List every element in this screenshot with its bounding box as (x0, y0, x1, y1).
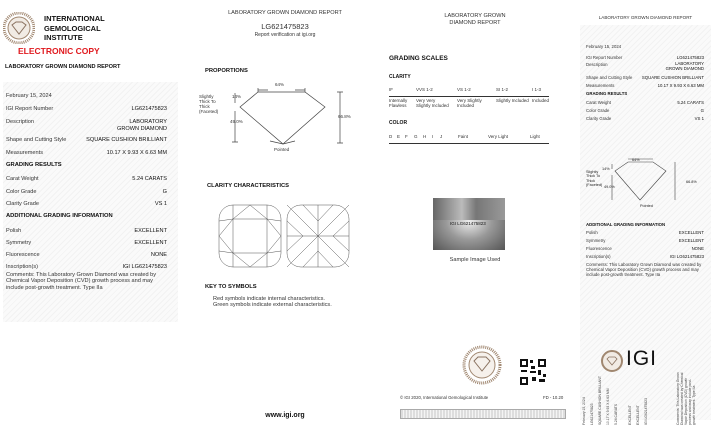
field-label: Symmetry (6, 240, 32, 246)
field-label: Fluorescence (6, 252, 40, 258)
field-row (586, 254, 704, 259)
report-date: February 15, 2024 (6, 93, 52, 99)
girdle-label: Slightly Thick To Thick (Faceted) (199, 94, 219, 114)
field-value: SQUARE CUSHION BRILLIANT (641, 75, 704, 80)
color-grade: G (414, 134, 418, 139)
field-label: IGI Report Number (6, 106, 54, 112)
field-value: 5.24 CARATS (132, 176, 167, 182)
pavilion-percentage: 49.0% (230, 119, 243, 124)
pavilion-percentage: 49.0% (604, 185, 615, 189)
field-value: LG621475823 (676, 55, 704, 60)
field-value: 10.17 X 9.93 X 6.63 MM (657, 83, 704, 88)
field-value: VS 1 (694, 116, 704, 121)
field-row (586, 75, 704, 80)
field-row (586, 83, 704, 88)
field-value: NONE (150, 252, 167, 258)
rotated-summary: IGI LG621475823 (644, 398, 648, 425)
field-label: Polish (586, 230, 598, 235)
qr-code-icon[interactable] (519, 358, 547, 386)
field-value: SQUARE CUSHION BRILLIANT (86, 137, 167, 143)
field-label: Shape and Cutting Style (6, 137, 67, 143)
field-row (586, 55, 704, 60)
proportions-heading: PROPORTIONS (205, 68, 248, 74)
proportions-diagram (610, 155, 680, 210)
field-value: LABORATORY GROWN DIAMOND (665, 61, 704, 71)
comments-text: Comments: This Laboratory Grown Diamond was created by Chemical Vapor Deposition (CVD) growth process and may include post-growth treatment. Type IIa (586, 262, 702, 277)
field-value: IGI LG621475823 (669, 254, 704, 259)
field-value: EXCELLENT (134, 228, 167, 234)
clarity-description: Very Slightly Included (457, 98, 482, 108)
rotated-summary: EXCELLENT (636, 405, 640, 425)
field-value: VS 1 (154, 201, 167, 207)
color-grade: D (389, 134, 393, 139)
electronic-copy-label: ELECTRONIC COPY (18, 46, 100, 56)
org-name-line: GEMOLOGICAL (44, 23, 101, 33)
field-value: LG621475823 (131, 106, 167, 112)
grading-results-heading: GRADING RESULTS (6, 162, 62, 168)
rotated-summary: LG621475823 (590, 403, 594, 425)
rotated-summary: Comments: This Laboratory Grown Diamond was created by Chemical Vapor Deposition (CVD) growth process and may include post-growth treatment. Type IIa (676, 372, 696, 425)
security-strip (400, 409, 566, 419)
field-row (586, 100, 704, 105)
clarity-description: Slightly Included (496, 98, 529, 103)
field-label: Color Grade (586, 108, 610, 113)
field-value: IGI LG621475823 (122, 264, 167, 270)
additional-info-heading: ADDITIONAL GRADING INFORMATION (6, 213, 113, 219)
field-value: EXCELLENT (678, 230, 704, 235)
igi-logo-text: IGI (626, 347, 658, 370)
key-line-green: Green symbols indicate external characteristics. (213, 302, 332, 308)
table-percentage: 64% (632, 158, 640, 162)
clarity-grade: SI 1-2 (496, 87, 509, 92)
field-value: EXCELLENT (678, 238, 704, 243)
report-number: LG621475823 (261, 22, 309, 31)
rotated-summary: 5.24 CARATS (614, 403, 618, 425)
culet-label: Pointed (640, 204, 653, 208)
divider (389, 143, 549, 144)
depth-percentage: 66.8% (686, 180, 697, 184)
clarity-description: Very Very Slightly Included (416, 98, 449, 108)
clarity-grade: I 1-3 (532, 87, 542, 92)
clarity-scale-heading: CLARITY (389, 74, 411, 80)
comments-text: Comments: This Laboratory Grown Diamond was created by Chemical Vapor Deposition (CVD) growth process and may include post-growth treatment. Type IIa (6, 272, 157, 291)
clarity-plot-diagram (215, 203, 355, 271)
rotated-summary: SQUARE CUSHION BRILLIANT (598, 376, 602, 425)
clarity-description: Included (532, 98, 550, 103)
field-label: Symmetry (586, 238, 606, 243)
field-label: Carat Weight (586, 100, 611, 105)
verification-text: Report verification at igi.org (254, 32, 316, 38)
color-grade: J (440, 134, 443, 139)
field-row (586, 238, 704, 243)
report-title-line: LABORATORY GROWN (444, 13, 506, 19)
field-label: Clarity Grade (586, 116, 612, 121)
sample-inscription-text: IGI LG621475823 (450, 221, 486, 226)
report-title: LABORATORY GROWN DIAMOND REPORT (228, 10, 342, 16)
clarity-description: Internally Flawless (389, 98, 408, 108)
field-value: G (162, 189, 167, 195)
field-value: LABORATORY GROWN DIAMOND (116, 119, 167, 132)
clarity-grade: VVS 1-2 (416, 87, 433, 92)
key-line-red: Red symbols indicate internal characteristics. (213, 296, 325, 302)
field-label: Carat Weight (6, 176, 39, 182)
field-label: Measurements (586, 83, 615, 88)
divider (389, 96, 549, 97)
igi-seal-icon (3, 12, 35, 44)
additional-info-heading: ADDITIONAL GRADING INFORMATION (586, 222, 666, 227)
field-value: 5.24 CARATS (677, 100, 704, 105)
table-percentage: 64% (275, 82, 285, 87)
field-row (586, 246, 704, 251)
org-name-line: INSTITUTE (44, 33, 83, 42)
depth-percentage: 66.8% (338, 114, 351, 119)
color-grade: Faint (458, 134, 469, 139)
clarity-characteristics-heading: CLARITY CHARACTERISTICS (207, 183, 290, 189)
field-label: Description (6, 119, 34, 125)
color-scale-heading: COLOR (389, 120, 408, 126)
field-label: IGI Report Number (586, 55, 623, 60)
rotated-summary: February 15, 2024 (582, 397, 586, 425)
grading-results-heading: GRADING RESULTS (586, 91, 628, 96)
field-row (586, 230, 704, 235)
field-value: EXCELLENT (134, 240, 167, 246)
field-value: NONE (691, 246, 704, 251)
report-date: February 15, 2024 (586, 44, 622, 49)
report-title: LABORATORY GROWN DIAMOND REPORT (5, 64, 121, 70)
field-label: Color Grade (6, 189, 37, 195)
field-label: Polish (6, 228, 22, 234)
report-title: LABORATORY GROWN DIAMOND REPORT (598, 15, 693, 20)
field-label: Clarity Grade (6, 201, 39, 207)
field-value: 10.17 X 9.93 X 6.63 MM (106, 150, 167, 156)
field-label: Measurements (6, 150, 43, 156)
key-to-symbols-heading: KEY TO SYMBOLS (205, 284, 257, 290)
grading-scales-heading: GRADING SCALES (389, 55, 448, 62)
color-grade: E (397, 134, 401, 139)
field-label: Shape and Cutting Style (586, 75, 633, 80)
igi-seal-icon (462, 345, 502, 385)
clarity-grade: IF (389, 87, 393, 92)
field-label: Inscription(s) (586, 254, 611, 259)
crown-percentage: 14% (232, 94, 242, 99)
org-name-line: INTERNATIONAL (44, 14, 105, 23)
website-link[interactable]: www.igi.org (265, 412, 305, 419)
copyright-text: © IGI 2020, International Gemological Institute (400, 395, 489, 400)
clarity-grade: VS 1-2 (457, 87, 471, 92)
girdle-label: Slightly Thick To Thick (Faceted) (586, 170, 603, 187)
sample-caption: Sample Image Used (449, 257, 501, 263)
color-grade: H (423, 134, 427, 139)
color-grade: Light (530, 134, 540, 139)
field-row (586, 62, 704, 72)
culet-label: Pointed (274, 147, 290, 152)
field-value: G (700, 108, 704, 113)
field-label: Fluorescence (586, 246, 612, 251)
sample-inscription-image (433, 198, 505, 250)
color-grade: I (432, 134, 434, 139)
rotated-summary: 10.17 X 9.93 X 6.63 MM (606, 388, 610, 425)
igi-seal-icon (601, 350, 623, 372)
report-title-line: DIAMOND REPORT (449, 19, 501, 26)
rotated-summary: EXCELLENT (628, 405, 632, 425)
color-grade: F (405, 134, 408, 139)
field-row (586, 116, 704, 121)
report-title (375, 13, 575, 26)
crown-percentage: 14% (602, 167, 610, 171)
field-label: Description (586, 62, 608, 67)
field-label: Inscription(s) (6, 264, 39, 270)
color-grade: Very Light (488, 134, 509, 139)
field-row (586, 108, 704, 113)
form-code: FD - 10.20 (543, 395, 564, 400)
